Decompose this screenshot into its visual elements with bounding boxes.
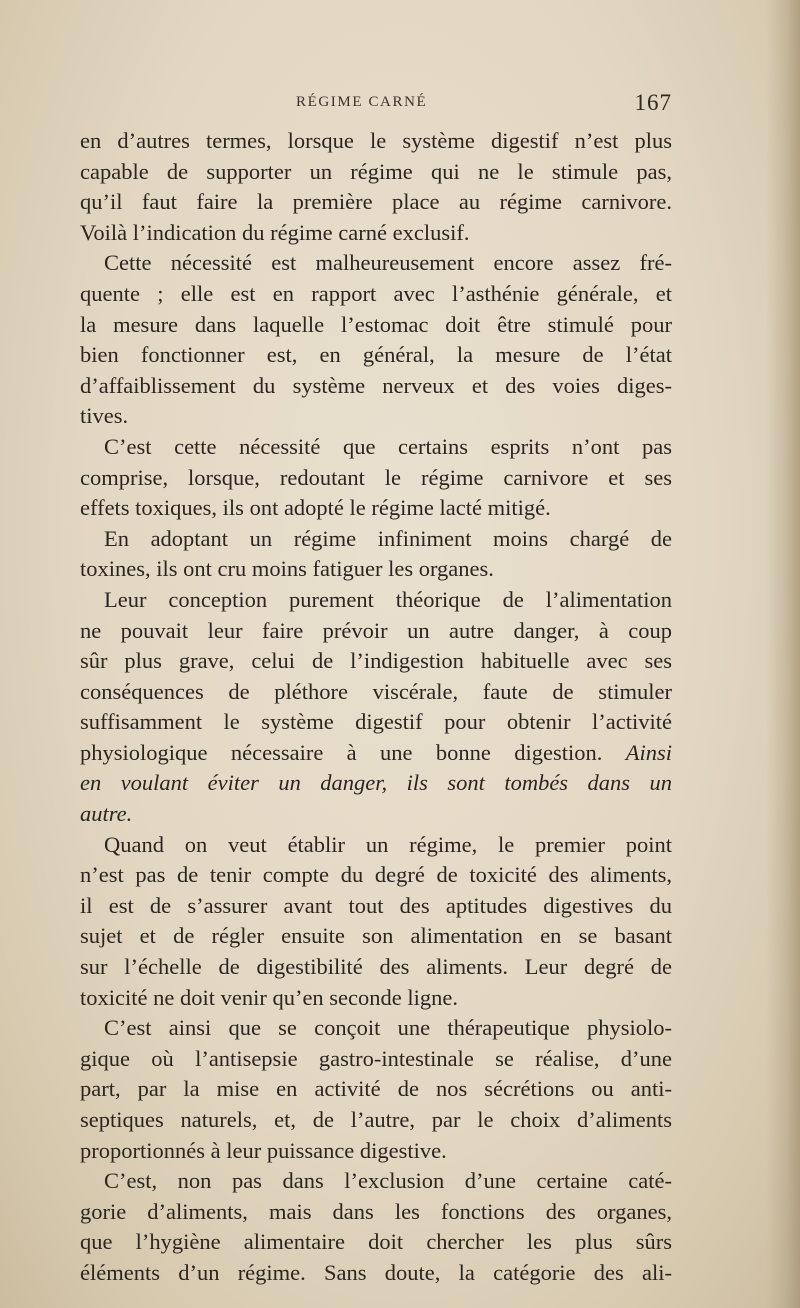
italic-text: Ainsi <box>625 739 672 765</box>
text-line: éléments d’un régime. Sans doute, la catégorie des ali- <box>80 1259 672 1285</box>
text-line: quente ; elle est en rapport avec l’asthénie générale, et <box>80 280 672 306</box>
text-segment: physiologique nécessaire à une bonne digestion. <box>80 739 603 765</box>
text-line: Quand on veut établir un régime, le premier point <box>104 831 672 857</box>
text-line: n’est pas de tenir compte du degré de toxicité des aliments, <box>80 862 672 888</box>
text-line: comprise, lorsque, redoutant le régime carnivore et ses <box>80 464 672 490</box>
text-line: C’est ainsi que se conçoit une thérapeutique physiolo- <box>104 1015 672 1041</box>
text-line: gorie d’aliments, mais dans les fonctions des organes, <box>80 1198 672 1224</box>
text-line: sûr plus grave, celui de l’indigestion habituelle avec ses <box>80 648 672 674</box>
italic-text-line: en voulant éviter un danger, ils sont tombés dans un <box>80 770 672 796</box>
text-line: la mesure dans laquelle l’estomac doit être stimulé pour <box>80 311 672 337</box>
text-line: part, par la mise en activité de nos sécrétions ou anti- <box>80 1076 672 1102</box>
text-line: toxicité ne doit venir qu’en seconde ligne. <box>80 984 459 1010</box>
text-line-mixed <box>80 738 672 769</box>
text-line: capable de supporter un régime qui ne le stimule pas, <box>80 158 672 184</box>
text-line: suffisamment le système digestif pour obtenir l’activité <box>80 709 672 735</box>
page-number: 167 <box>634 90 672 115</box>
text-line: effets toxiques, ils ont adopté le régime lacté mitigé. <box>80 495 551 521</box>
page-edge-shadow <box>766 0 800 1308</box>
italic-text-line: autre. <box>80 801 133 827</box>
text-line: il est de s’assurer avant tout des aptitudes digestives du <box>80 892 672 918</box>
text-line: ne pouvait leur faire prévoir un autre danger, à coup <box>80 617 672 643</box>
running-header <box>80 90 672 120</box>
text-line: tives. <box>80 403 129 429</box>
text-line: conséquences de pléthore viscérale, faute de stimuler <box>80 678 672 704</box>
text-line: C’est, non pas dans l’exclusion d’une certaine caté- <box>104 1168 672 1194</box>
body-text <box>80 126 672 1289</box>
text-line: En adoptant un régime infiniment moins chargé de <box>104 525 672 551</box>
text-line: qu’il faut faire la première place au régime carnivore. <box>80 189 672 215</box>
text-line: sur l’échelle de digestibilité des aliments. Leur degré de <box>80 954 672 980</box>
text-line: C’est cette nécessité que certains esprits n’ont pas <box>104 433 672 459</box>
running-title: RÉGIME CARNÉ <box>296 94 428 110</box>
text-line: bien fonctionner est, en général, la mesure de l’état <box>80 342 672 368</box>
text-line: d’affaiblissement du système nerveux et des voies diges- <box>80 372 672 398</box>
text-line: gique où l’antisepsie gastro-intestinale se réalise, d’une <box>80 1045 672 1071</box>
text-line: sujet et de régler ensuite son alimentation en se basant <box>80 923 672 949</box>
text-line: Cette nécessité est malheureusement encore assez fré- <box>104 250 672 276</box>
text-line: que l’hygiène alimentaire doit chercher les plus sûrs <box>80 1229 672 1255</box>
text-line: Leur conception purement théorique de l’alimentation <box>104 586 672 612</box>
text-line: en d’autres termes, lorsque le système digestif n’est plus <box>80 128 672 153</box>
text-line: proportionnés à leur puissance digestive. <box>80 1137 447 1163</box>
text-line: septiques naturels, et, de l’autre, par le choix d’aliments <box>80 1107 672 1132</box>
text-line: Voilà l’indication du régime carné exclusif. <box>80 219 470 245</box>
text-line: toxines, ils ont cru moins fatiguer les organes. <box>80 556 494 582</box>
